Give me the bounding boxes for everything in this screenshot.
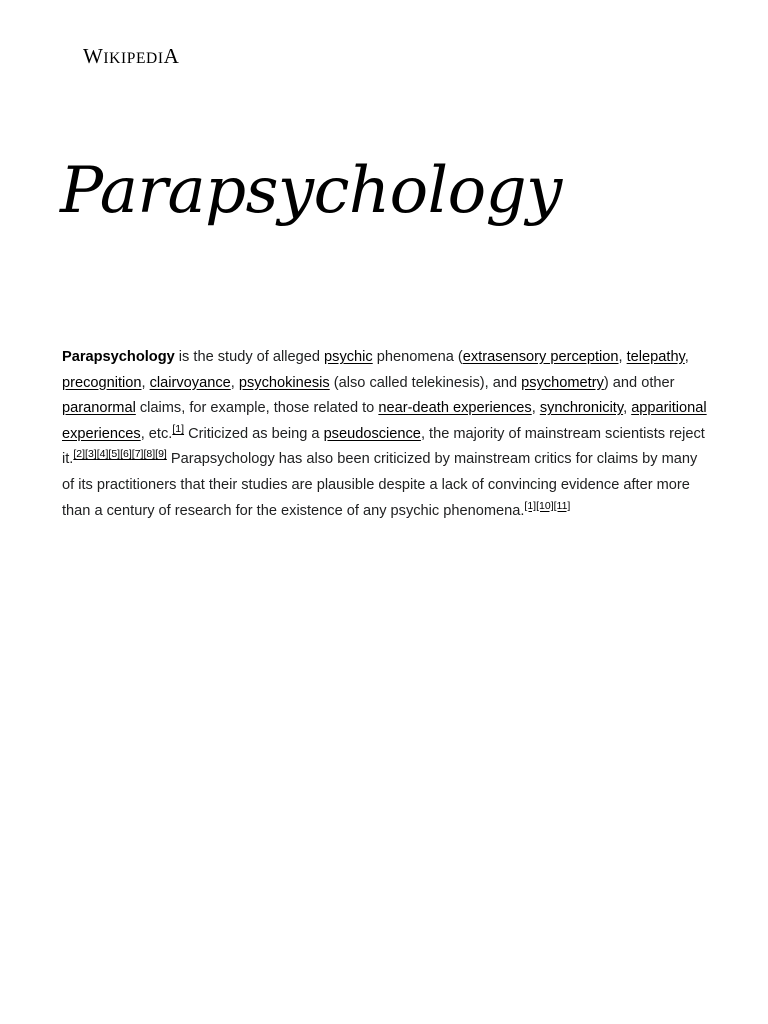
wordmark-w: W — [83, 44, 104, 68]
text-run: claims, for example, those related to — [135, 400, 379, 417]
citation-ref-4[interactable]: [4] — [96, 448, 109, 461]
link-pseudoscience[interactable]: pseudoscience — [323, 425, 421, 442]
link-psychokinesis[interactable]: psychokinesis — [238, 374, 330, 391]
citation-ref-8[interactable]: [8] — [143, 448, 156, 461]
link-synchronicity[interactable]: synchronicity — [539, 400, 624, 417]
link-precognition[interactable]: precognition — [62, 374, 142, 391]
link-extrasensory-perception[interactable]: extrasensory perception — [462, 349, 619, 365]
text-run: phenomena ( — [372, 349, 463, 365]
link-near-death-experiences[interactable]: near-death experiences — [378, 400, 532, 417]
citation-ref-2[interactable]: [2] — [73, 448, 86, 461]
text-run: , etc. — [140, 425, 173, 442]
lead-paragraph — [62, 345, 710, 524]
citation-ref-9[interactable]: [9] — [155, 448, 167, 461]
article-subject: Parapsychology — [62, 349, 175, 365]
wikipedia-wordmark[interactable] — [83, 42, 179, 73]
text-run: , — [230, 374, 239, 391]
citation-ref-7[interactable]: [7] — [131, 448, 144, 461]
citation-ref-1[interactable]: [1] — [172, 422, 185, 435]
citation-ref-3[interactable]: [3] — [85, 448, 97, 461]
text-run: Parapsychology has also been criticized by mainstream critics for claims by many of its practitioners that their studies are plausible despite a lack of convincing evidence after more than a century of research for the existence of any psychic phenomena. — [62, 451, 698, 519]
citation-group — [73, 448, 167, 460]
text-run: ) and other — [603, 374, 675, 391]
link-paranormal[interactable]: paranormal — [62, 400, 136, 417]
citation-ref-11[interactable]: [11] — [553, 499, 571, 512]
text-run: (also called telekinesis), and — [329, 374, 522, 391]
citation-ref-10[interactable]: [10] — [536, 499, 554, 512]
citation-group — [172, 423, 184, 435]
text-run: is the study of alleged — [174, 349, 325, 365]
text-run: , the majority of mainstream scientists reject it. — [62, 425, 705, 468]
text-run: Criticized as being a — [184, 425, 324, 442]
text-run: , — [684, 349, 689, 365]
page-title: Parapsychology — [60, 154, 562, 228]
wordmark-a: A — [163, 44, 180, 68]
text-run: , — [531, 400, 540, 417]
link-telepathy[interactable]: telepathy — [626, 349, 685, 365]
link-psychometry[interactable]: psychometry — [521, 374, 604, 391]
text-run: , — [618, 349, 627, 365]
link-clairvoyance[interactable]: clairvoyance — [149, 374, 231, 391]
link-apparitional-experiences[interactable]: apparitional experiences — [62, 400, 707, 442]
wordmark-ikipedi: IKIPEDI — [103, 50, 164, 67]
citation-ref-5[interactable]: [5] — [108, 448, 121, 461]
citation-ref-1[interactable]: [1] — [524, 499, 537, 512]
citation-group — [524, 500, 570, 512]
citation-ref-6[interactable]: [6] — [120, 448, 132, 461]
text-run: , — [623, 400, 632, 417]
text-run: , — [141, 374, 150, 391]
link-psychic[interactable]: psychic — [324, 349, 373, 365]
